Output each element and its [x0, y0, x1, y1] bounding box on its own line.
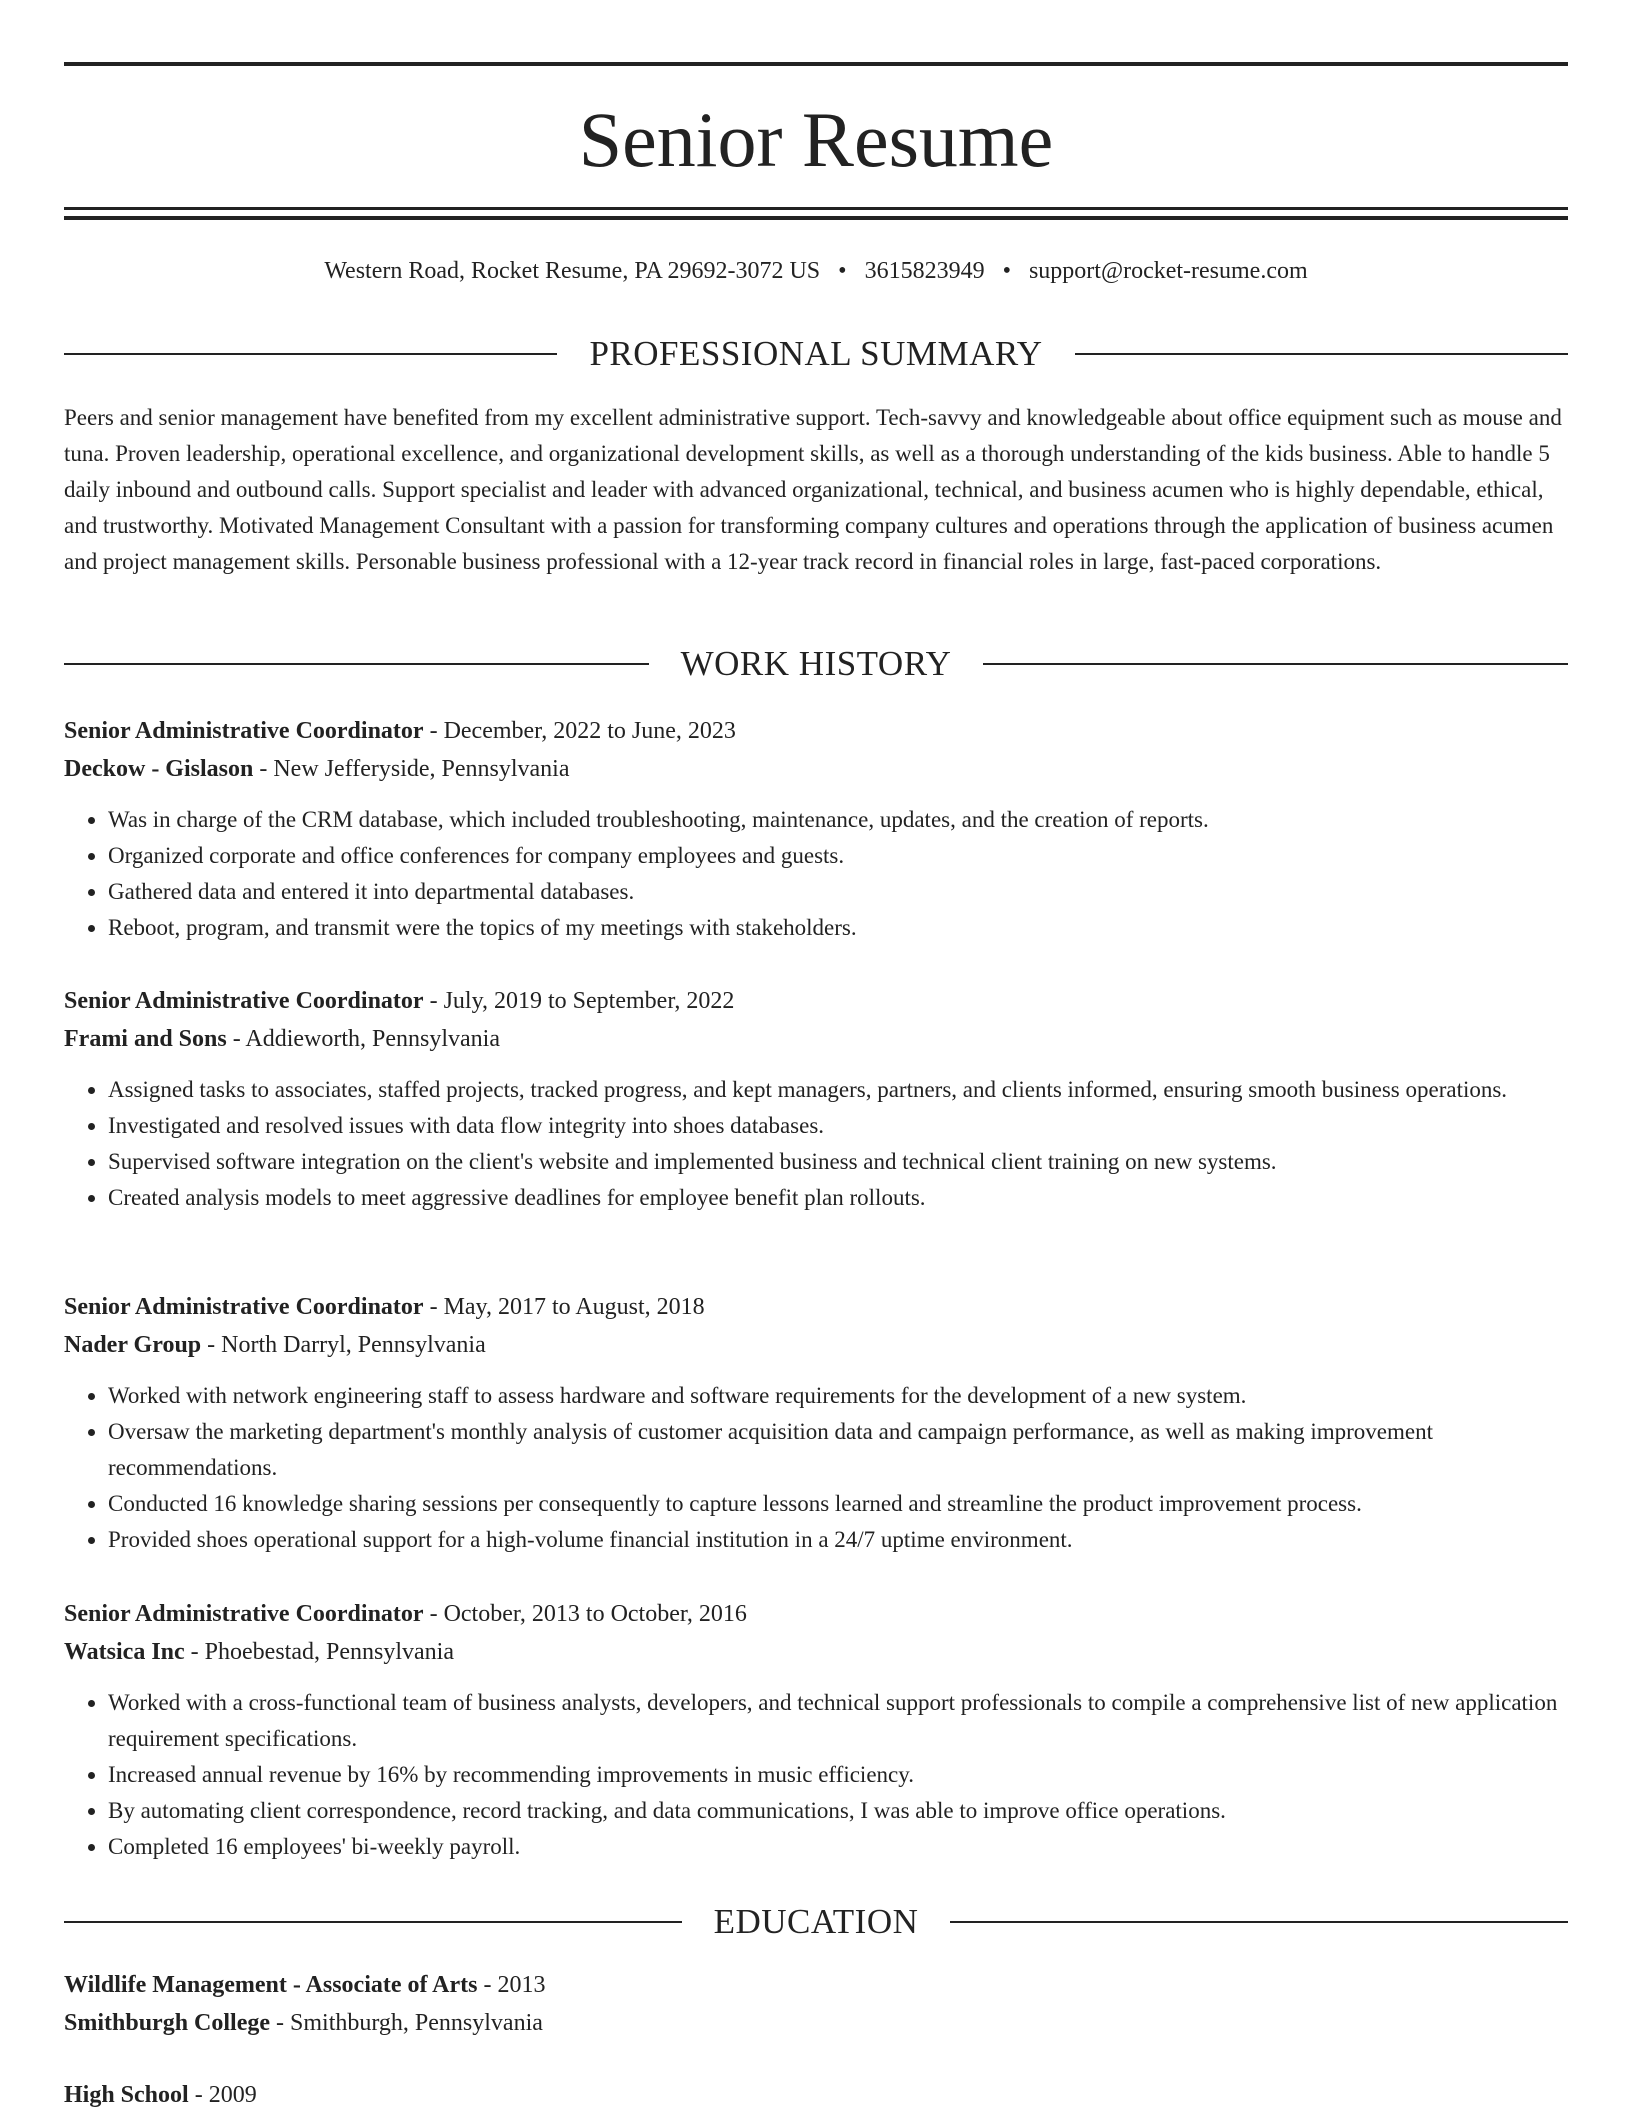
education-degree-line: High School - 2009: [64, 2082, 257, 2108]
job-company-line: Deckow - Gislason - New Jefferyside, Pennsylvania: [64, 756, 570, 782]
job-title-line: Senior Administrative Coordinator - July, 2019 to September, 2022: [64, 988, 735, 1014]
contact-address: Western Road, Rocket Resume, PA 29692-3072 US: [324, 258, 821, 284]
contact-email: support@rocket-resume.com: [1028, 258, 1308, 284]
job-company-line: Nader Group - North Darryl, Pennsylvania: [64, 1332, 486, 1358]
contact-line: [64, 254, 1568, 288]
job-location: New Jefferyside, Pennsylvania: [273, 756, 570, 782]
section-rule-left: [64, 1921, 682, 1923]
contact-separator: •: [1002, 258, 1011, 284]
job-bullet: • Assigned tasks to associates, staffed projects, tracked progress, and kept managers, partners, and clients informed, ensuring smooth business operations.: [108, 1072, 1568, 1108]
section-title: EDUCATION: [713, 1902, 919, 1941]
job-bullet: • Conducted 16 knowledge sharing sessions per consequently to capture lessons learned and streamline the product improvement process.: [108, 1486, 1568, 1522]
job-bullet: • Investigated and resolved issues with data flow integrity into shoes databases.: [108, 1108, 1568, 1144]
job-company: Frami and Sons: [64, 1026, 227, 1052]
education-degree: Wildlife Management - Associate of Arts: [64, 1972, 478, 1998]
job-company-line: Frami and Sons - Addieworth, Pennsylvania: [64, 1026, 500, 1052]
section-heading-summary: [64, 332, 1568, 376]
job-dates: October, 2013 to October, 2016: [443, 1601, 747, 1627]
job-bullet: • Increased annual revenue by 16% by recommending improvements in music efficiency.: [108, 1757, 1568, 1793]
job-company-line: Watsica Inc - Phoebestad, Pennsylvania: [64, 1639, 454, 1665]
education-location: Smithburgh, Pennsylvania: [290, 2010, 543, 2036]
section-title: PROFESSIONAL SUMMARY: [589, 334, 1043, 373]
job-location: North Darryl, Pennsylvania: [221, 1332, 486, 1358]
resume-name: Senior Resume: [578, 96, 1054, 183]
education-degree-line: Wildlife Management - Associate of Arts - 2013: [64, 1972, 546, 1998]
job-dates: December, 2022 to June, 2023: [443, 718, 736, 744]
job-company: Deckow - Gislason: [64, 756, 254, 782]
job-bullet: • Organized corporate and office conferences for company employees and guests.: [108, 838, 1568, 874]
job-title-line: Senior Administrative Coordinator - May, 2017 to August, 2018: [64, 1294, 705, 1320]
section-rule-left: [64, 353, 557, 355]
contact-phone: 3615823949: [864, 258, 985, 284]
job-bullet: • Worked with a cross-functional team of business analysts, developers, and technical support professionals to compile a comprehensive list of new application requirement specifications.: [108, 1685, 1568, 1757]
section-rule-left: [64, 663, 649, 665]
job-bullets: [64, 1072, 1568, 1216]
job-entry: [64, 712, 1568, 946]
header-top-rule: [64, 62, 1568, 66]
education-degree: High School: [64, 2082, 189, 2108]
job-bullet: • Reboot, program, and transmit were the topics of my meetings with stakeholders.: [108, 910, 1568, 946]
education-school: Smithburgh College: [64, 2010, 271, 2036]
job-bullet: • Supervised software integration on the client's website and implemented business and technical client training on new systems.: [108, 1144, 1568, 1180]
section-rule-right: [1075, 353, 1568, 355]
job-bullet: • Worked with network engineering staff to assess hardware and software requirements for the development of a new system.: [108, 1378, 1568, 1414]
job-bullets: [64, 1685, 1568, 1865]
section-rule-right: [950, 1921, 1568, 1923]
job-title: Senior Administrative Coordinator: [64, 988, 424, 1014]
job-dates: July, 2019 to September, 2022: [443, 988, 735, 1014]
job-entry: [64, 1288, 1568, 1558]
job-title: Senior Administrative Coordinator: [64, 1601, 424, 1627]
education-year: 2013: [497, 1972, 546, 1998]
job-bullet: • Provided shoes operational support for a high-volume financial institution in a 24/7 uptime environment.: [108, 1522, 1568, 1558]
job-entry: [64, 982, 1568, 1216]
job-bullet: • Gathered data and entered it into departmental databases.: [108, 874, 1568, 910]
job-bullets: [64, 1378, 1568, 1558]
section-heading-education: [64, 1900, 1568, 1944]
job-company: Nader Group: [64, 1332, 202, 1358]
job-bullet: • Completed 16 employees' bi-weekly payroll.: [108, 1829, 1568, 1865]
education-school-line: Smithburgh College - Smithburgh, Pennsylvania: [64, 2010, 543, 2036]
education-entry: [64, 2076, 1568, 2114]
job-title-line: Senior Administrative Coordinator - October, 2013 to October, 2016: [64, 1601, 747, 1627]
job-bullets: [64, 802, 1568, 946]
summary-text: Peers and senior management have benefited from my excellent administrative support. Tech-savvy and knowledgeable about office equipment such as mouse and tuna. Proven leadership, operational excellence, and organizational development skills, as well as a thorough understanding of the kids business. Able to handle 5 daily inbound and outbound calls. Support specialist and leader with advanced organizational, technical, and business acumen who is highly dependable, ethical, and trustworthy. Motivated Management Consultant with a passion for transforming company cultures and operations through the application of business acumen and project management skills. Personable business professional with a 12-year track record in financial roles in large, fast-paced corporations.: [64, 405, 1562, 574]
job-entry: [64, 1595, 1568, 1865]
job-title: Senior Administrative Coordinator: [64, 718, 424, 744]
education-year: 2009: [208, 2082, 257, 2108]
job-bullet: • By automating client correspondence, record tracking, and data communications, I was able to improve office operations.: [108, 1793, 1568, 1829]
job-bullet: • Was in charge of the CRM database, which included troubleshooting, maintenance, updates, and the creation of reports.: [108, 802, 1568, 838]
job-company: Watsica Inc: [64, 1639, 185, 1665]
contact-separator: •: [838, 258, 847, 284]
job-title: Senior Administrative Coordinator: [64, 1294, 424, 1320]
job-title-line: Senior Administrative Coordinator - December, 2022 to June, 2023: [64, 718, 736, 744]
job-bullet: • Created analysis models to meet aggressive deadlines for employee benefit plan rollouts.: [108, 1180, 1568, 1216]
header-double-rule: [64, 207, 1568, 219]
job-location: Phoebestad, Pennsylvania: [204, 1639, 454, 1665]
job-dates: May, 2017 to August, 2018: [443, 1294, 705, 1320]
section-rule-right: [983, 663, 1568, 665]
section-heading-work: [64, 642, 1568, 686]
job-bullet: • Oversaw the marketing department's monthly analysis of customer acquisition data and campaign performance, as well as making improvement recommendations.: [108, 1414, 1568, 1486]
education-entry: [64, 1966, 1568, 2042]
section-title: WORK HISTORY: [680, 644, 952, 683]
job-location: Addieworth, Pennsylvania: [245, 1026, 500, 1052]
